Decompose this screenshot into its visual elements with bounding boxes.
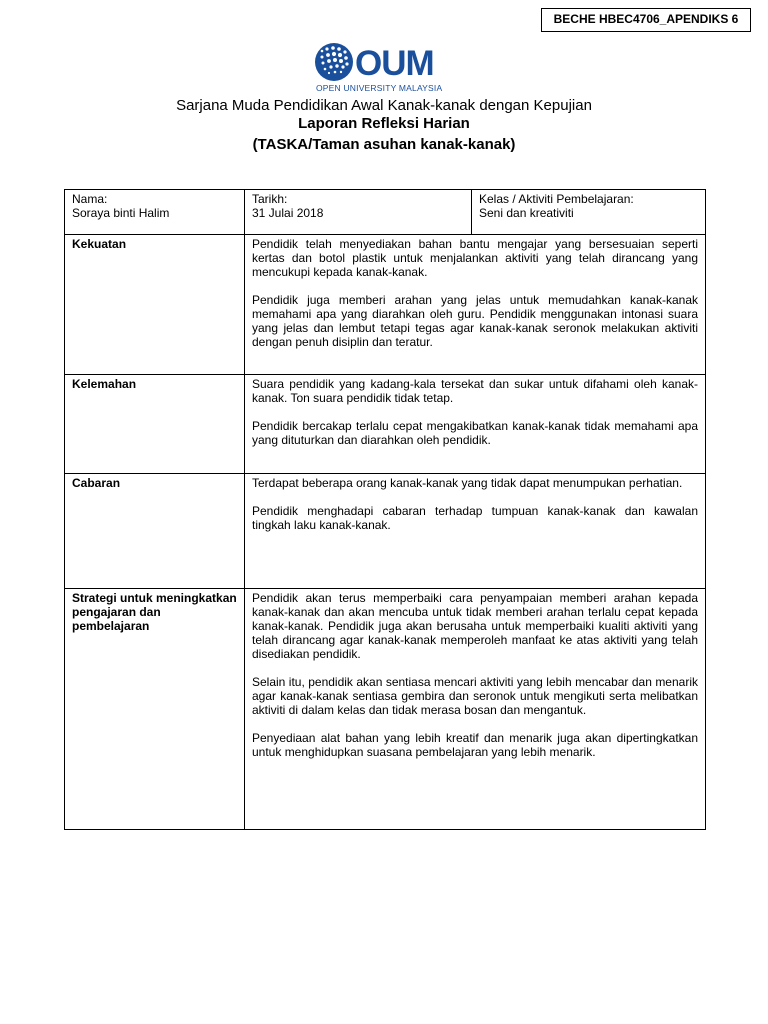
row-label: Cabaran (65, 474, 245, 589)
class-label: Kelas / Aktiviti Pembelajaran: (479, 192, 634, 206)
date-value: 31 Julai 2018 (252, 206, 324, 220)
programme-title: Sarjana Muda Pendidikan Awal Kanak-kanak dengan Kepujian (176, 97, 592, 114)
row-paragraph: Pendidik akan terus memperbaiki cara penyampaian memberi arahan kepada kanak-kanak dan akan mencuba untuk tidak memberi arahan terlalu cepat kepada kanak-kanak. Pendidik juga akan berusaha untuk memperbaiki kualiti aktiviti yang telah dirancang agar kanak-kanak memperoleh manfaat ke atas aktiviti yang telah disediakan pendidik. (252, 591, 698, 661)
row-paragraph: Selain itu, pendidik akan sentiasa mencari aktiviti yang lebih mencabar dan menarik agar kanak-kanak sentiasa gembira dan seronok untuk mengikuti serta melibatkan aktiviti di dalam kelas dan tidak merasa bosan dan mengantuk. (252, 675, 698, 717)
info-row (65, 190, 706, 235)
row-content (245, 375, 706, 474)
date-label: Tarikh: (252, 192, 288, 206)
row-paragraph: Pendidik menghadapi cabaran terhadap tumpuan kanak-kanak dan kawalan tingkah laku kanak-kanak. (252, 504, 698, 532)
name-value: Soraya binti Halim (72, 206, 170, 220)
table-row (65, 375, 706, 474)
row-label: Strategi untuk meningkatkan pengajaran dan pembelajaran (65, 589, 245, 830)
table-row (65, 589, 706, 830)
row-label: Kekuatan (65, 235, 245, 375)
table-row (65, 474, 706, 589)
name-label: Nama: (72, 192, 108, 206)
row-paragraph: Terdapat beberapa orang kanak-kanak yang tidak dapat menumpukan perhatian. (252, 476, 683, 490)
row-content (245, 589, 706, 830)
logo-wordmark: OUM (355, 44, 434, 83)
date-cell (245, 190, 472, 235)
class-cell (472, 190, 706, 235)
row-paragraph: Penyediaan alat bahan yang lebih kreatif dan menarik juga akan dipertingkatkan untuk menghidupkan suasana pembelajaran yang lebih menarik. (252, 731, 698, 759)
row-content (245, 235, 706, 375)
table-row (65, 235, 706, 375)
reflection-table (64, 189, 706, 830)
row-paragraph: Pendidik telah menyediakan bahan bantu mengajar yang bersesuaian seperti kertas dan botol plastik untuk menjalankan aktiviti yang telah dirancang yang mencukupi kepada kanak-kanak. (252, 237, 698, 279)
logo-subtitle: OPEN UNIVERSITY MALAYSIA (316, 83, 443, 93)
row-paragraph: Suara pendidik yang kadang-kala tersekat dan sukar untuk difahami oleh kanak-kanak. Ton suara pendidik tidak tetap. (252, 377, 698, 405)
name-cell (65, 190, 245, 235)
row-paragraph: Pendidik juga memberi arahan yang jelas untuk memudahkan kanak-kanak memahami apa yang diarahkan oleh guru. Pendidik menggunakan intonasi suara yang jelas dan lembut tetapi tegas agar kanak-kanak seronok melakukan aktiviti dengan penuh disiplin dan teratur. (252, 293, 698, 349)
document-code-box: BECHE HBEC4706_APENDIKS 6 (541, 8, 751, 32)
report-subtitle: (TASKA/Taman asuhan kanak-kanak) (252, 136, 516, 153)
row-label: Kelemahan (65, 375, 245, 474)
row-content (245, 474, 706, 589)
report-title: Laporan Refleksi Harian (298, 115, 470, 132)
row-paragraph: Pendidik bercakap terlalu cepat mengakibatkan kanak-kanak tidak memahami apa yang dituturkan dan diarahkan oleh pendidik. (252, 419, 698, 447)
class-value: Seni dan kreativiti (479, 206, 574, 220)
